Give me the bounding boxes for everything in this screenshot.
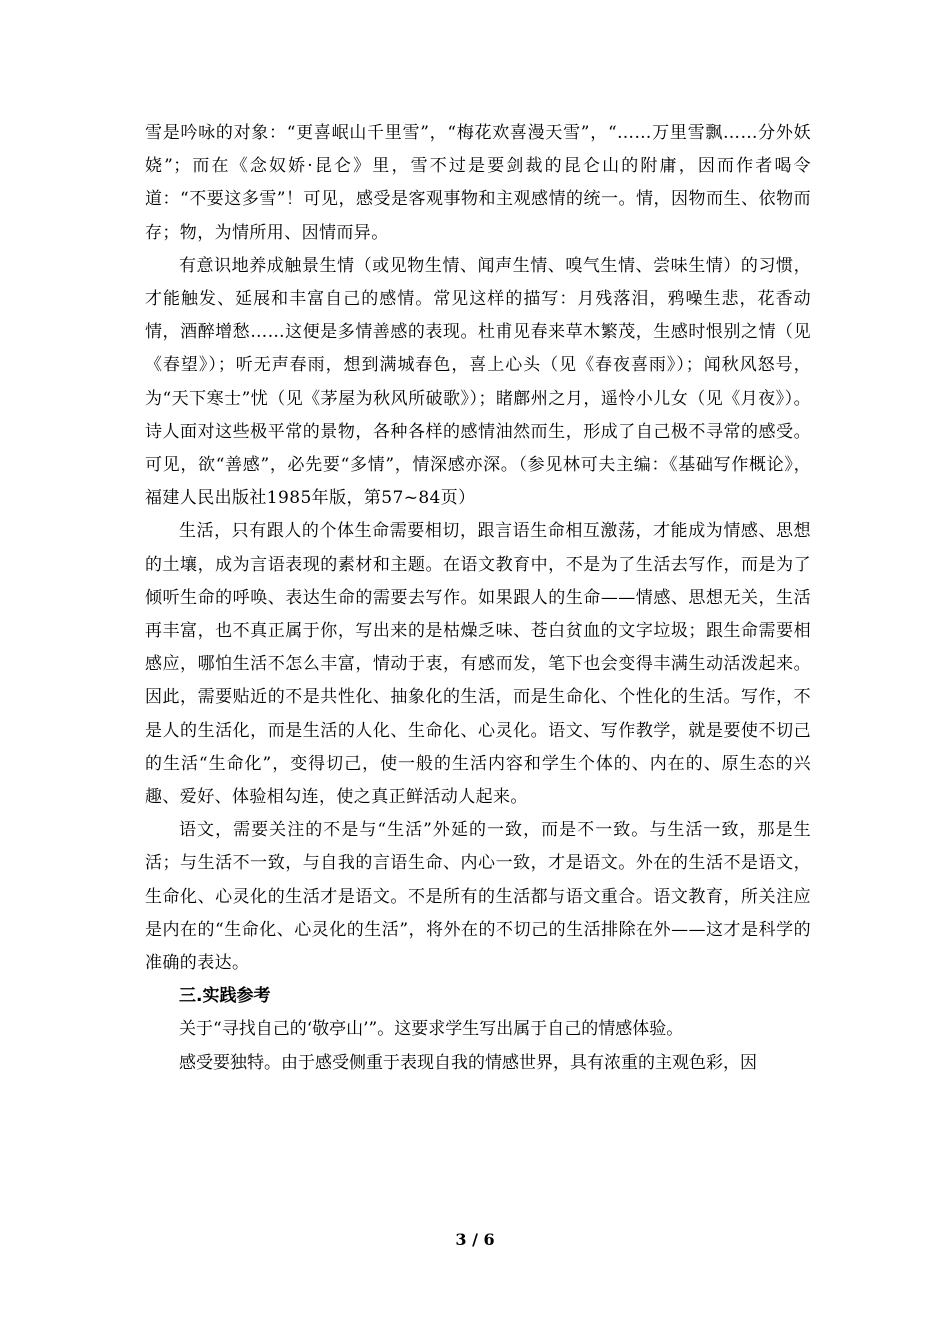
paragraph-2: 有意识地养成触景生情（或见物生情、闻声生情、嗅气生情、尝味生情）的习惯，才能触发、延展和丰富自己的感情。常见这样的描写：月残落泪，鸦噪生悲，花香动情，酒醉增愁……这便是多情善感的表现。杜甫见春来草木繁茂，生感时恨别之情（见《春望》）；听无声春雨，想到满城春色，喜上心头（见《春夜喜雨》）；闻秋风怒号，为“天下寒士”忧（见《茅屋为秋风所破歌》）；睹鄜州之月，遥怜小儿女（见《月夜》）。诗人面对这些极平常的景物，各种各样的感情油然而生，形成了自己极不寻常的感受。可见，欲“善感”，必先要“多情”，情深感亦深。（参见林可夫主编：《基础写作概论》，福建人民出版社1985年版，第57~84页） (145, 255, 811, 509)
paragraph-1: 雪是吟咏的对象：“更喜岷山千里雪”，“梅花欢喜漫天雪”，“……万里雪飘……分外妖娆”；而在《念奴娇·昆仑》里，雪不过是要剑裁的昆仑山的附庸，因而作者喝令道：“不要这多雪”！可见，感受是客观事物和主观感情的统一。情，因物而生、依物而存；物，为情所用、因情而异。 (145, 123, 811, 243)
paragraph-5: 关于“寻找自己的‘敬亭山’”。这要求学生写出属于自己的情感体验。 (179, 1019, 684, 1040)
paragraph-3: 生活，只有跟人的个体生命需要相切，跟言语生命相互激荡，才能成为情感、思想的土壤，成为言语表现的素材和主题。在语文教育中，不是为了生活去写作，而是为了倾听生命的呼唤、表达生命的需要去写作。如果跟人的生命——情感、思想无关，生活再丰富，也不真正属于你，写出来的是枯燥乏味、苍白贫血的文字垃圾；跟生命需要相感应，哪怕生活不怎么丰富，情动于衷，有感而发，笔下也会变得丰满生动活泼起来。因此，需要贴近的不是共性化、抽象化的生活，而是生命化、个性化的生活。写作，不是人的生活化，而是生活的人化、生命化、心灵化。语文、写作教学，就是要使不切己的生活“生命化”，变得切己，使一般的生活内容和学生个体的、内在的、原生态的兴趣、爱好、体验相勾连，使之真正鲜活动人起来。 (145, 521, 811, 808)
document-page (145, 117, 811, 1080)
page-number: 3 / 6 (455, 1230, 495, 1249)
paragraph-6: 感受要独特。由于感受侧重于表现自我的情感世界，具有浓重的主观色彩，因 (179, 1052, 757, 1073)
paragraph-4: 语文，需要关注的不是与“生活”外延的一致，而是不一致。与生活一致，那是生活；与生活不一致，与自我的言语生命、内心一致，才是语文。外在的生活不是语文，生命化、心灵化的生活才是语文。不是所有的生活都与语文重合。语文教育，所关注应是内在的“生命化、心灵化的生活”，将外在的不切己的生活排除在外——这才是科学的准确的表达。 (145, 820, 811, 974)
section-heading: 三.实践参考 (179, 986, 271, 1007)
